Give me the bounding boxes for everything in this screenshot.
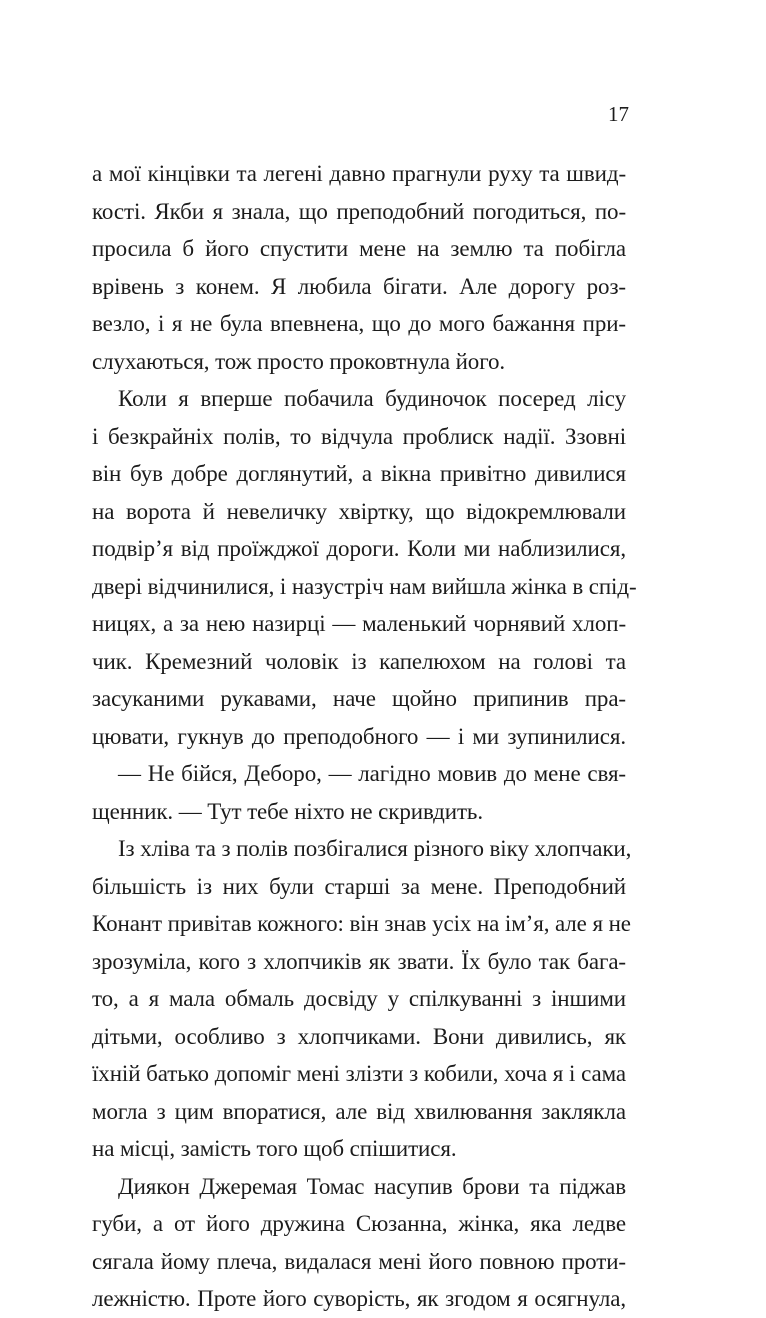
text-line: подвір’я від проїжджої дороги. Коли ми наблизилися, — [92, 536, 626, 561]
text-line: Конант привітав кожного: він знав усіх на ім’я, але я не — [92, 911, 631, 936]
text-line: губи, а от його дружина Сюзанна, жінка, яка ледве — [92, 1211, 626, 1236]
text-line: Із хліва та з полів позбігалися різного віку хлопчаки, — [118, 836, 632, 861]
text-line: більшість із них були старші за мене. Преподобний — [92, 873, 626, 899]
text-line: дітьми, особливо з хлопчиками. Вони дивились, як — [92, 1023, 626, 1049]
text-line: щенник. — Тут тебе ніхто не скривдить. — [92, 798, 483, 824]
text-line: а мої кінцівки та легені давно прагнули руху та швид- — [92, 161, 626, 186]
text-line: Коли я вперше побачила будиночок посеред лісу — [118, 386, 626, 411]
page-number: 17 — [608, 102, 629, 126]
text-line: лежністю. Проте його суворість, як згодом я осягнула, — [92, 1286, 626, 1311]
text-line: двері відчинилися, і назустріч нам вийшла жінка в спід- — [92, 573, 637, 599]
text-line: Диякон Джеремая Томас насупив брови та піджав — [118, 1173, 626, 1199]
text-line: він був добре доглянутий, а вікна привітно дивилися — [92, 461, 626, 486]
text-line: слухаються, тож просто проковтнула його. — [92, 348, 506, 374]
text-line: чик. Кремезний чоловік із капелюхом на голові та — [92, 648, 626, 674]
text-line: засуканими рукавами, наче щойно припинив пра- — [92, 686, 626, 711]
text-line: то, а я мала обмаль досвіду у спілкуванні з іншими — [92, 986, 626, 1011]
text-line: — Не бійся, Деборо, — лагідно мовив до мене свя- — [118, 761, 626, 786]
text-line: цювати, гукнув до преподобного — і ми зупинилися. — [92, 723, 626, 749]
text-line: їхній батько допоміг мені злізти з кобили, хоча я і сама — [92, 1061, 626, 1086]
text-line: на місці, замість того щоб спішитися. — [92, 1136, 457, 1161]
text-line: зрозуміла, кого з хлопчиків як звати. Їх було так бага- — [92, 948, 626, 974]
text-line: ницях, а за нею назирці — маленький чорнявий хлоп- — [92, 611, 626, 636]
text-line: на ворота й невеличку хвіртку, що відокремлювали — [92, 498, 626, 524]
text-line: і безкрайніх полів, то відчула проблиск надії. Ззовні — [92, 423, 626, 449]
text-line: могла з цим впоратися, але від хвилювання заклякла — [92, 1098, 626, 1124]
text-line: врівень з конем. Я любила бігати. Але дорогу роз- — [92, 273, 626, 299]
body-text — [92, 155, 637, 1318]
text-line: сягала йому плеча, видалася мені його повною проти- — [92, 1248, 626, 1274]
text-line: везло, і я не була впевнена, що до мого бажання при- — [92, 311, 626, 336]
text-line: кості. Якби я знала, що преподобний погодиться, по- — [92, 198, 626, 224]
text-line: просила б його спустити мене на землю та побігла — [92, 236, 626, 261]
